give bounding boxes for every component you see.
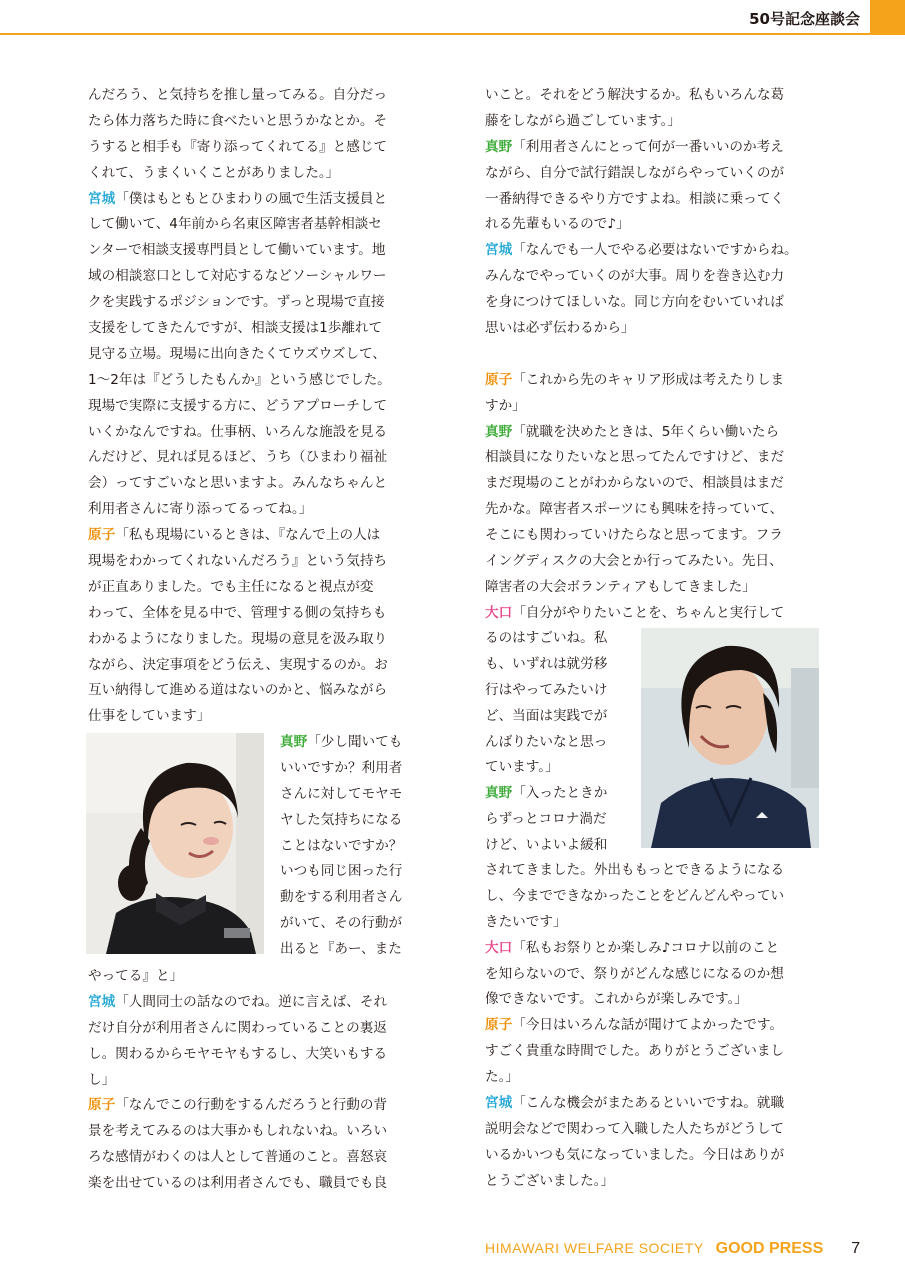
text-line [485,523,825,549]
header-accent-tab [870,0,905,35]
page-footer [485,1240,860,1258]
text-line [88,575,428,601]
line-text: し。関わるからモヤモヤもするし、大笑いもする [88,1045,388,1062]
line-text: 会）ってすごいなと思いますよ。みんなちゃんと [88,475,388,492]
photo-oguchi-image [641,628,819,848]
line-text: 思いは必ず伝わるから」 [485,320,635,337]
text-line [485,1039,825,1065]
text-line [88,83,428,109]
line-text: とうございました。」 [485,1172,615,1189]
text-line [88,187,428,213]
text-line [485,1091,825,1117]
text-line [88,497,428,523]
text-line [485,394,825,420]
page-number: 7 [851,1240,861,1257]
line-text: がいて、その行動が [280,915,403,932]
line-text: イングディスクの大会とか行ってみたい。先日、 [485,553,783,570]
text-line [485,1013,825,1039]
line-text: くれて、うまくいくことがありました。」 [88,164,340,181]
right-photo-side-text [485,626,630,859]
text-line [485,601,825,627]
line-text: して働いて、4年前から名東区障害者基幹相談セ [88,216,382,233]
text-line [485,987,825,1013]
line-text: クを実践するポジションです。ずっと現場で直接 [88,294,385,311]
line-text: 仕事をしています」 [88,708,211,725]
line-text: 景を考えてみるのは大事かもしれないね。いろい [88,1123,388,1140]
text-line [485,420,825,446]
line-text: 出ると『あー、また [280,941,402,958]
text-line [88,1119,428,1145]
text-line [485,1065,825,1091]
text-line [485,704,630,730]
text-line [88,1016,428,1042]
line-text: いいですか？利用者 [280,759,403,776]
line-text: 「少し聞いても [307,734,403,750]
text-line [485,368,825,394]
line-text: んだけど、見れば見るほど、うち（ひまわり福祉 [88,449,388,466]
text-line [485,962,825,988]
line-text: いくかなんですね。仕事柄、いろんな施設を見る [88,423,388,440]
line-text: 「今日はいろんな話が聞けてよかったです。 [512,1017,783,1034]
speaker-name: 大口 [485,939,513,956]
text-line [88,135,428,161]
line-text: 「入ったときか [512,785,608,802]
line-text: わかるようになりました。現場の意見を汲み取り [88,630,388,647]
line-text: 藤をしながら過ごしています。」 [485,112,682,129]
line-text: うすると相手も『寄り添ってくれてる』と感じて [88,138,388,155]
text-line [485,833,630,859]
line-text: 像できないです。これからが楽しみです。」 [485,991,748,1008]
text-line [280,834,430,860]
line-text: ど、当面は実践でが [485,707,608,724]
photo-mano [86,733,264,954]
line-text: 「なんでも一人でやる必要はないですからね。 [512,242,798,259]
line-text: きたいです」 [485,913,567,930]
line-text: も、いずれは就労移 [485,655,608,672]
speaker-name: 宮城 [485,242,513,259]
line-text: いつも同じ困った行 [280,863,403,880]
text-line [88,1068,428,1094]
line-text: 現場をわかってくれないんだろう』という気持ち [88,553,388,570]
right-column-text [485,83,825,627]
photo-oguchi [641,628,819,848]
text-line [280,730,430,756]
text-line [485,161,825,187]
line-text: まだ現場のことがわからないので、相談員はまだ [485,475,784,492]
text-line [88,627,428,653]
section-title: 50号記念座談会 [749,10,860,28]
line-text: わって、全体を見る中で、管理する側の気持ちも [88,604,387,621]
text-line [485,316,825,342]
text-line [280,937,430,963]
text-line [485,238,825,264]
line-text: いこと。それをどう解決するか。私もいろんな葛 [485,87,785,103]
line-text: そこにも関わっていけたらなと思ってます。フラ [485,527,783,544]
left-column-text [88,83,428,730]
text-line [485,755,630,781]
text-line [485,109,825,135]
text-line [485,626,630,652]
text-line [485,212,825,238]
text-line [485,290,825,316]
line-text: んばりたいなと思っ [485,733,608,750]
line-text: すごく貴重な時間でした。ありがとうございまし [485,1043,785,1060]
text-line [485,1169,825,1195]
line-text: 一番納得できるやり方ですよね。相談に乗ってく [485,190,785,207]
text-line [485,83,825,109]
text-line [88,678,428,704]
line-text: だけ自分が利用者さんに関わっていることの裏返 [88,1019,387,1036]
line-text: 1〜2年は『どうしたもんか』という感じでした。 [88,371,391,388]
text-line [88,368,428,394]
line-text: 行はやってみたいけ [485,681,608,698]
text-line [88,1145,428,1171]
footer-organization: HIMAWARI WELFARE SOCIETY [485,1240,704,1256]
right-column-text-lower [485,858,825,1195]
line-text: 「なんでこの行動をするんだろうと行動の背 [115,1097,388,1114]
text-line [485,652,630,678]
line-text: ろな感情がわくのは人として普通のこと。喜怒哀 [88,1149,388,1166]
text-line [485,1117,825,1143]
header-rule [0,33,870,35]
line-text: 相談員になりたいなと思ってたんですけど、まだ [485,449,785,466]
text-line [88,1042,428,1068]
line-text: ンターで相談支援専門員として働いています。地 [88,242,386,259]
line-text: ことはないですか？ [280,837,403,854]
text-line [88,1093,428,1119]
line-text: いるかいつも気になっていました。今日はありが [485,1146,785,1163]
text-line [485,910,825,936]
text-line [280,808,430,834]
text-line [485,187,825,213]
line-text: んだろう、と気持ちを推し量ってみる。自分だっ [88,87,388,103]
line-text: 「人間同士の話なのでね。逆に言えば、それ [115,993,388,1010]
line-text: 「私もお祭りとか楽しみ♪コロナ以前のこと [512,939,780,956]
line-text: 「利用者さんにとって何が一番いいのか考え [512,138,784,155]
text-line [88,964,428,990]
speaker-name: 宮城 [88,190,116,207]
text-line [88,1171,428,1197]
line-text: 動をする利用者さん [280,889,403,906]
text-line [88,471,428,497]
line-text: 楽を出せているのは利用者さんでも、職員でも良 [88,1175,388,1192]
line-text: 互い納得して進める道はないのかと、悩みながら [88,682,388,699]
line-text: 見守る立場。現場に出向きたくてウズウズして、 [88,345,386,362]
text-line [280,885,430,911]
line-text: を知らないので、祭りがどんな感じになるのか想 [485,965,784,982]
text-line [485,936,825,962]
text-line [485,575,825,601]
line-text: ています。」 [485,759,559,776]
line-text: 「就職を決めたときは、5年くらい働いたら [512,423,780,440]
speaker-name: 大口 [485,604,513,621]
text-line [88,394,428,420]
line-text: 利用者さんに寄り添ってるってね。」 [88,501,313,518]
text-line [88,290,428,316]
speaker-name: 原子 [88,527,116,544]
text-line [485,549,825,575]
line-text: し、今までできなかったことをどんどんやってい [485,887,785,904]
line-text: 現場で実際に支援する方に、どうアプローチして [88,397,388,414]
speaker-name: 真野 [485,785,513,802]
line-text: が正直ありました。でも主任になると視点が変 [88,578,374,595]
line-text: されてきました。外出ももっとできるようになる [485,862,785,878]
line-text: ながら、自分で試行錯誤しながらやっていくのが [485,164,785,181]
text-line [88,445,428,471]
line-text: らずっとコロナ渦だ [485,811,607,828]
line-text: 域の相談窓口として対応するなどソーシャルワー [88,268,387,285]
line-text: れる先輩もいるので♪」 [485,216,630,233]
line-text: 「私も現場にいるときは、『なんで上の人は [115,527,381,544]
line-text: 先かな。障害者スポーツにも興味を持っていて、 [485,501,784,518]
text-line [88,653,428,679]
line-text: すか」 [485,397,526,414]
line-text: ながら、決定事項をどう伝え、実現するのか。お [88,656,388,673]
line-text: 「自分がやりたいことを、ちゃんと実行して [512,604,785,621]
line-text: みんなでやっていくのが大事。周りを巻き込む力 [485,268,785,285]
text-line [280,859,430,885]
line-text: たら体力落ちた時に食べたいと思うかなとか。そ [88,112,388,129]
text-line [485,264,825,290]
text-line [485,781,630,807]
text-line [88,109,428,135]
text-line [485,730,630,756]
text-line [280,756,430,782]
speaker-name: 原子 [485,371,513,388]
speaker-name: 原子 [485,1017,513,1034]
speaker-name: 真野 [485,423,513,440]
text-line [88,704,428,730]
text-line [485,342,825,368]
line-text: 障害者の大会ボランティアもしてきました」 [485,578,756,595]
speaker-name: 真野 [485,138,513,155]
text-line [88,264,428,290]
line-text: 「こんな機会がまたあるといいですね。就職 [512,1095,785,1112]
speaker-name: 原子 [88,1097,116,1114]
text-line [88,990,428,1016]
text-line [485,1143,825,1169]
text-line [485,497,825,523]
line-text: を身につけてほしいな。同じ方向をむいていれば [485,294,784,311]
line-text: やってる』と」 [88,968,184,984]
text-line [88,342,428,368]
text-line [485,678,630,704]
line-text: けど、いよいよ緩和 [485,837,608,854]
line-text: た。」 [485,1069,519,1086]
line-text: 「これから先のキャリア形成は考えたりしま [512,371,785,388]
text-line [485,807,630,833]
footer-brand: GOOD PRESS [715,1240,824,1257]
line-text: 説明会などで関わって入職した人たちがどうして [485,1120,784,1137]
text-line [88,549,428,575]
line-text: 「僕はもともとひまわりの風で生活支援員と [115,190,388,207]
speaker-name: 宮城 [485,1095,513,1112]
line-text: ヤした気持ちになる [280,811,403,828]
speaker-name: 真野 [280,734,308,750]
speaker-name: 宮城 [88,993,116,1010]
line-text: さんに対してモヤモ [280,785,403,802]
photo-mano-image [86,733,264,954]
text-line [485,445,825,471]
text-line [88,523,428,549]
text-line [485,858,825,884]
text-line [88,316,428,342]
text-line [88,238,428,264]
line-text: 支援をしてきたんですが、相談支援は1歩離れて [88,320,383,337]
left-photo-side-text [280,730,430,963]
text-line [280,911,430,937]
text-line [88,420,428,446]
text-line [485,884,825,910]
line-text: るのはすごいね。私 [485,630,608,646]
text-line [88,212,428,238]
text-line [88,161,428,187]
left-column-text-lower [88,964,428,1197]
line-text: し」 [88,1071,116,1088]
text-line [485,135,825,161]
text-line [485,471,825,497]
text-line [88,601,428,627]
text-line [280,782,430,808]
